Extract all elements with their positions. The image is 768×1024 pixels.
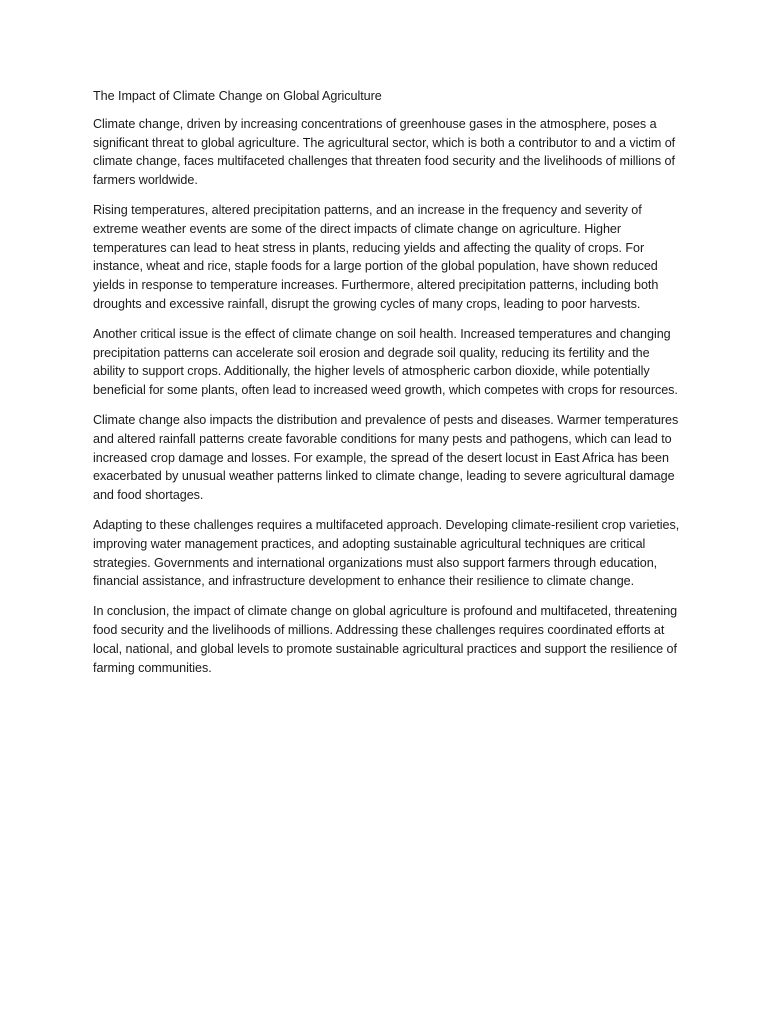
paragraph-4: Climate change also impacts the distribution and prevalence of pests and diseases. Warmer temperatures and altered rainfall patterns create favorable conditions for many pests and pathogens, which can lead to increased crop damage and losses. For example, the spread of the desert locust in East Africa has been exacerbated by unusual weather patterns linked to climate change, leading to severe agricultural damage and food shortages.	[93, 412, 679, 503]
paragraph-3: Another critical issue is the effect of climate change on soil health. Increased temperatures and changing precipitation patterns can accelerate soil erosion and degrade soil quality, reducing its fertility and the ability to support crops. Additionally, the higher levels of atmospheric carbon dioxide, while potentially beneficial for some plants, often lead to increased weed growth, which competes with crops for resources.	[93, 326, 678, 398]
paragraph-2: Rising temperatures, altered precipitation patterns, and an increase in the frequency and severity of extreme weather events are some of the direct impacts of climate change on agriculture. Higher temperatures can lead to heat stress in plants, reducing yields and affecting the quality of crops. For instance, wheat and rice, staple foods for a large portion of the global population, have shown reduced yields in response to temperature increases. Furthermore, altered precipitation patterns, including both droughts and excessive rainfall, disrupt the growing cycles of many crops, leading to poor harvests.	[93, 202, 659, 311]
document-title: The Impact of Climate Change on Global Agriculture	[93, 89, 382, 103]
paragraph-6: In conclusion, the impact of climate change on global agriculture is profound and multifaceted, threatening food security and the livelihoods of millions. Addressing these challenges requires coordinated efforts at local, national, and global levels to promote sustainable agricultural practices and support the resilience of farming communities.	[93, 604, 678, 675]
document-body	[93, 87, 683, 688]
paragraph-1: Climate change, driven by increasing concentrations of greenhouse gases in the atmosphere, poses a significant threat to global agriculture. The agricultural sector, which is both a contributor to and a victim of climate change, faces multifaceted challenges that threaten food security and the livelihoods of millions of farmers worldwide.	[93, 116, 676, 188]
paragraph-5: Adapting to these challenges requires a multifaceted approach. Developing climate-resilient crop varieties, improving water management practices, and adopting sustainable agricultural techniques are critical strategies. Governments and international organizations must also support farmers through education, financial assistance, and infrastructure development to enhance their resilience to climate change.	[93, 517, 680, 589]
